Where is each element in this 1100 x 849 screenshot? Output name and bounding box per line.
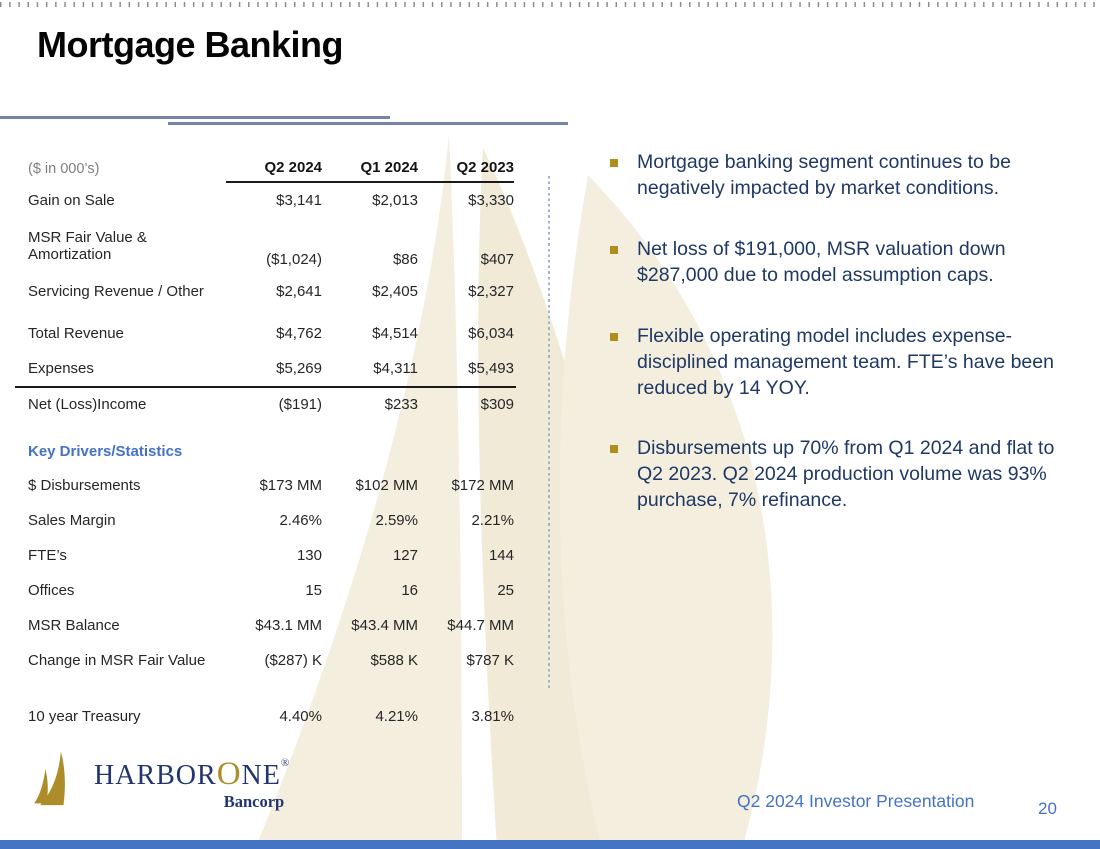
logo-harbor: HARBOR: [94, 760, 217, 791]
column-header-q1-2024: Q1 2024: [322, 159, 418, 183]
row-label: Servicing Revenue / Other: [28, 282, 204, 300]
row-value: 4.40%: [279, 708, 322, 725]
row-label: Sales Margin: [28, 511, 116, 529]
row-label: Expenses: [28, 359, 94, 377]
bullet-text: Mortgage banking segment continues to be negatively impacted by market conditions.: [637, 151, 1011, 199]
column-header-q2-2023: Q2 2023: [418, 159, 514, 183]
table-unit-label: ($ in 000’s): [28, 161, 100, 178]
square-bullet-icon: [610, 333, 618, 341]
row-label: MSR Balance: [28, 616, 120, 634]
row-label: 10 year Treasury: [28, 707, 141, 725]
key-drivers-section-header: Key Drivers/Statistics: [28, 442, 183, 460]
row-value: $43.4 MM: [351, 617, 418, 634]
square-bullet-icon: [610, 445, 618, 453]
row-value: $44.7 MM: [447, 617, 514, 634]
column-header-q2-2024: Q2 2024: [226, 159, 322, 183]
row-value: $4,514: [372, 325, 418, 342]
table-row: [28, 699, 516, 734]
row-value: $787 K: [466, 652, 514, 669]
row-label: $ Disbursements: [28, 476, 141, 494]
row-value: ($191): [278, 396, 322, 413]
row-value: $4,311: [373, 360, 418, 377]
row-value: 2.21%: [471, 512, 514, 529]
table-row: [28, 183, 516, 218]
table-header-row: [28, 150, 516, 183]
page-number: 20: [1038, 799, 1057, 818]
row-label: Change in MSR Fair Value: [28, 651, 206, 669]
row-value: $5,269: [276, 360, 322, 377]
row-value: $5,493: [468, 360, 514, 377]
table-row-net-income: [15, 386, 516, 421]
bullet-text: Flexible operating model includes expense-disciplined management team. FTE’s have been reduced by 14 YOY.: [637, 324, 1054, 399]
bullet-item: [598, 237, 1076, 289]
table-row: [28, 316, 516, 351]
row-value: $3,141: [276, 192, 322, 209]
row-label: Offices: [28, 581, 75, 599]
row-value: $2,405: [372, 283, 418, 300]
row-value: $102 MM: [355, 477, 418, 494]
table-row: [28, 573, 516, 608]
bullet-text: Net loss of $191,000, MSR valuation down $287,000 due to model assumption caps.: [637, 237, 1006, 286]
row-label: FTE’s: [28, 546, 67, 564]
row-value: $6,034: [468, 325, 514, 342]
row-value: 2.59%: [375, 512, 418, 529]
table-row: [28, 274, 516, 309]
financial-table: [28, 150, 516, 734]
row-value: $173 MM: [259, 477, 322, 494]
row-value: $3,330: [468, 192, 514, 209]
title-rule-bottom: [168, 122, 568, 125]
row-value: 4.21%: [375, 708, 418, 725]
table-row: [28, 218, 516, 274]
row-value: $2,327: [468, 283, 514, 300]
row-value: 130: [296, 547, 322, 564]
page-title: Mortgage Banking: [37, 24, 344, 65]
logo-wordmark: [94, 758, 290, 790]
table-row: [28, 468, 516, 503]
square-bullet-icon: [610, 159, 618, 167]
row-value: $172 MM: [451, 477, 514, 494]
row-value: $43.1 MM: [255, 617, 322, 634]
row-value: $86: [392, 251, 418, 268]
bullet-item: [598, 324, 1076, 402]
row-label: Net (Loss)Income: [28, 395, 147, 413]
row-value: 25: [497, 582, 514, 599]
row-value: $407: [480, 251, 514, 268]
row-value: $2,641: [276, 283, 322, 300]
row-value: 127: [392, 547, 418, 564]
row-value: 15: [305, 582, 322, 599]
row-label: Total Revenue: [28, 324, 124, 342]
row-label: MSR Fair Value & Amortization: [28, 228, 147, 263]
footer-presentation-label: Q2 2024 Investor Presentation: [737, 791, 975, 811]
row-value: 3.81%: [471, 708, 514, 725]
dotted-vertical-divider: [548, 176, 550, 690]
bottom-accent-bar: [0, 840, 1100, 849]
bullet-item: [598, 436, 1076, 514]
harborone-logo: [34, 750, 290, 812]
row-value: $233: [384, 396, 418, 413]
commentary-bullet-list: [598, 150, 1076, 549]
row-value: 2.46%: [279, 512, 322, 529]
registered-mark: ®: [280, 757, 291, 769]
square-bullet-icon: [610, 246, 618, 254]
title-rule-top: [0, 116, 390, 119]
table-row: [28, 351, 516, 386]
row-value: $588 K: [370, 652, 418, 669]
logo-ne: NE: [241, 760, 281, 791]
table-row: [28, 538, 516, 573]
logo-bancorp: Bancorp: [223, 792, 285, 811]
row-value: ($287) K: [264, 652, 322, 669]
row-value: ($1,024): [266, 251, 322, 268]
row-label: Gain on Sale: [28, 191, 115, 209]
bullet-text: Disbursements up 70% from Q1 2024 and flat to Q2 2023. Q2 2024 production volume was 93% purchase, 7% refinance.: [637, 437, 1055, 512]
row-value: $2,013: [372, 192, 418, 209]
table-row: [28, 643, 516, 678]
gold-sails-icon: [34, 750, 86, 812]
table-row: [28, 503, 516, 538]
row-value: $309: [480, 396, 514, 413]
bullet-item: [598, 150, 1076, 202]
logo-text-block: [94, 758, 290, 812]
row-value: $4,762: [276, 325, 322, 342]
row-value: 16: [401, 582, 418, 599]
row-value: 144: [488, 547, 514, 564]
logo-gold-o: O: [216, 756, 242, 792]
table-row: [28, 608, 516, 643]
